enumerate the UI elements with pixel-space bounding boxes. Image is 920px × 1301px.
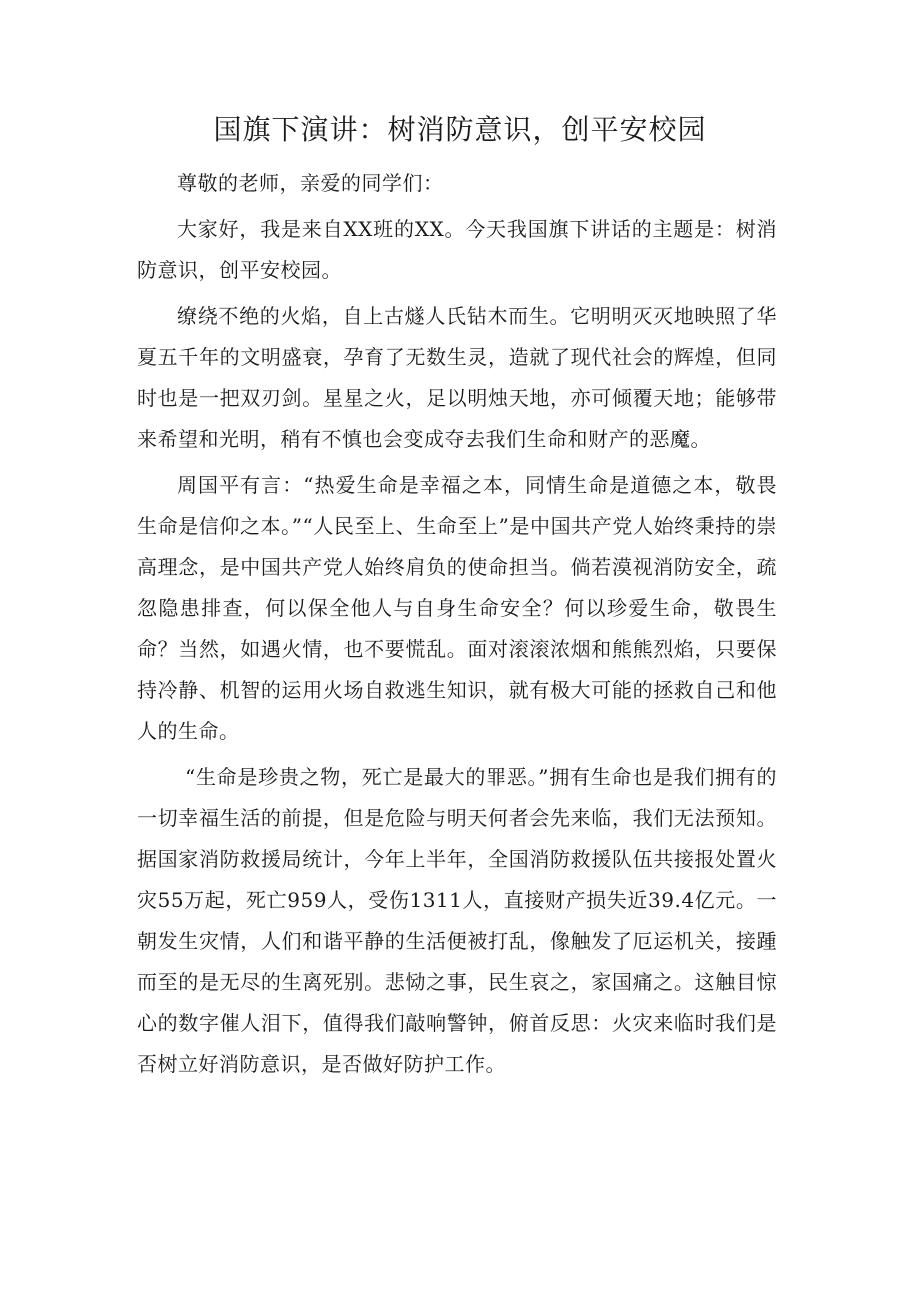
life-quote-paragraph: 周国平有言：“热爱生命是幸福之本，同情生命是道德之本，敬畏生命是信仰之本。”“人民至上、生命至上”是中国共产党人始终秉持的崇高理念，是中国共产党人始终肩负的使命担当。倘若漠视消防安全，疏忽隐患排查，何以保全他人与自身生命安全？何以珍爱生命，敬畏生命？当然，如遇火情，也不要慌乱。面对滚滚浓烟和熊熊烈焰，只要保持冷静、机智的运用火场自救逃生知识，就有极大可能的拯救自己和他人的生命。 (137, 473, 777, 743)
document-body (137, 163, 777, 1085)
page-title: 国旗下演讲：树消防意识，创平安校园 (213, 113, 707, 146)
salutation-paragraph: 尊敬的老师，亲爱的同学们： (177, 171, 444, 195)
intro-paragraph: 大家好，我是来自XX班的XX。今天我国旗下讲话的主题是：树消防意识，创平安校园。 (137, 217, 777, 282)
statistics-paragraph: “生命是珍贵之物，死亡是最大的罪恶。”拥有生命也是我们拥有的一切幸福生活的前提，但是危险与明天何者会先来临，我们无法预知。据国家消防救援局统计，今年上半年，全国消防救援队伍共接报处置火灾55万起，死亡959人，受伤1311人，直接财产损失近39.4亿元。一朝发生灾情，人们和谐平静的生活便被打乱，像触发了厄运机关，接踵而至的是无尽的生离死别。悲恸之事，民生哀之，家国痛之。这触目惊心的数字催人泪下，值得我们敲响警钟，俯首反思：火灾来临时我们是否树立好消防意识，是否做好防护工作。 (137, 765, 777, 1076)
fire-history-paragraph: 缭绕不绝的火焰，自上古燧人氏钻木而生。它明明灭灭地映照了华夏五千年的文明盛衰，孕育了无数生灵，造就了现代社会的辉煌，但同时也是一把双刃剑。星星之火，足以明烛天地，亦可倾覆天地；能够带来希望和光明，稍有不慎也会变成夺去我们生命和财产的恶魔。 (137, 304, 777, 451)
